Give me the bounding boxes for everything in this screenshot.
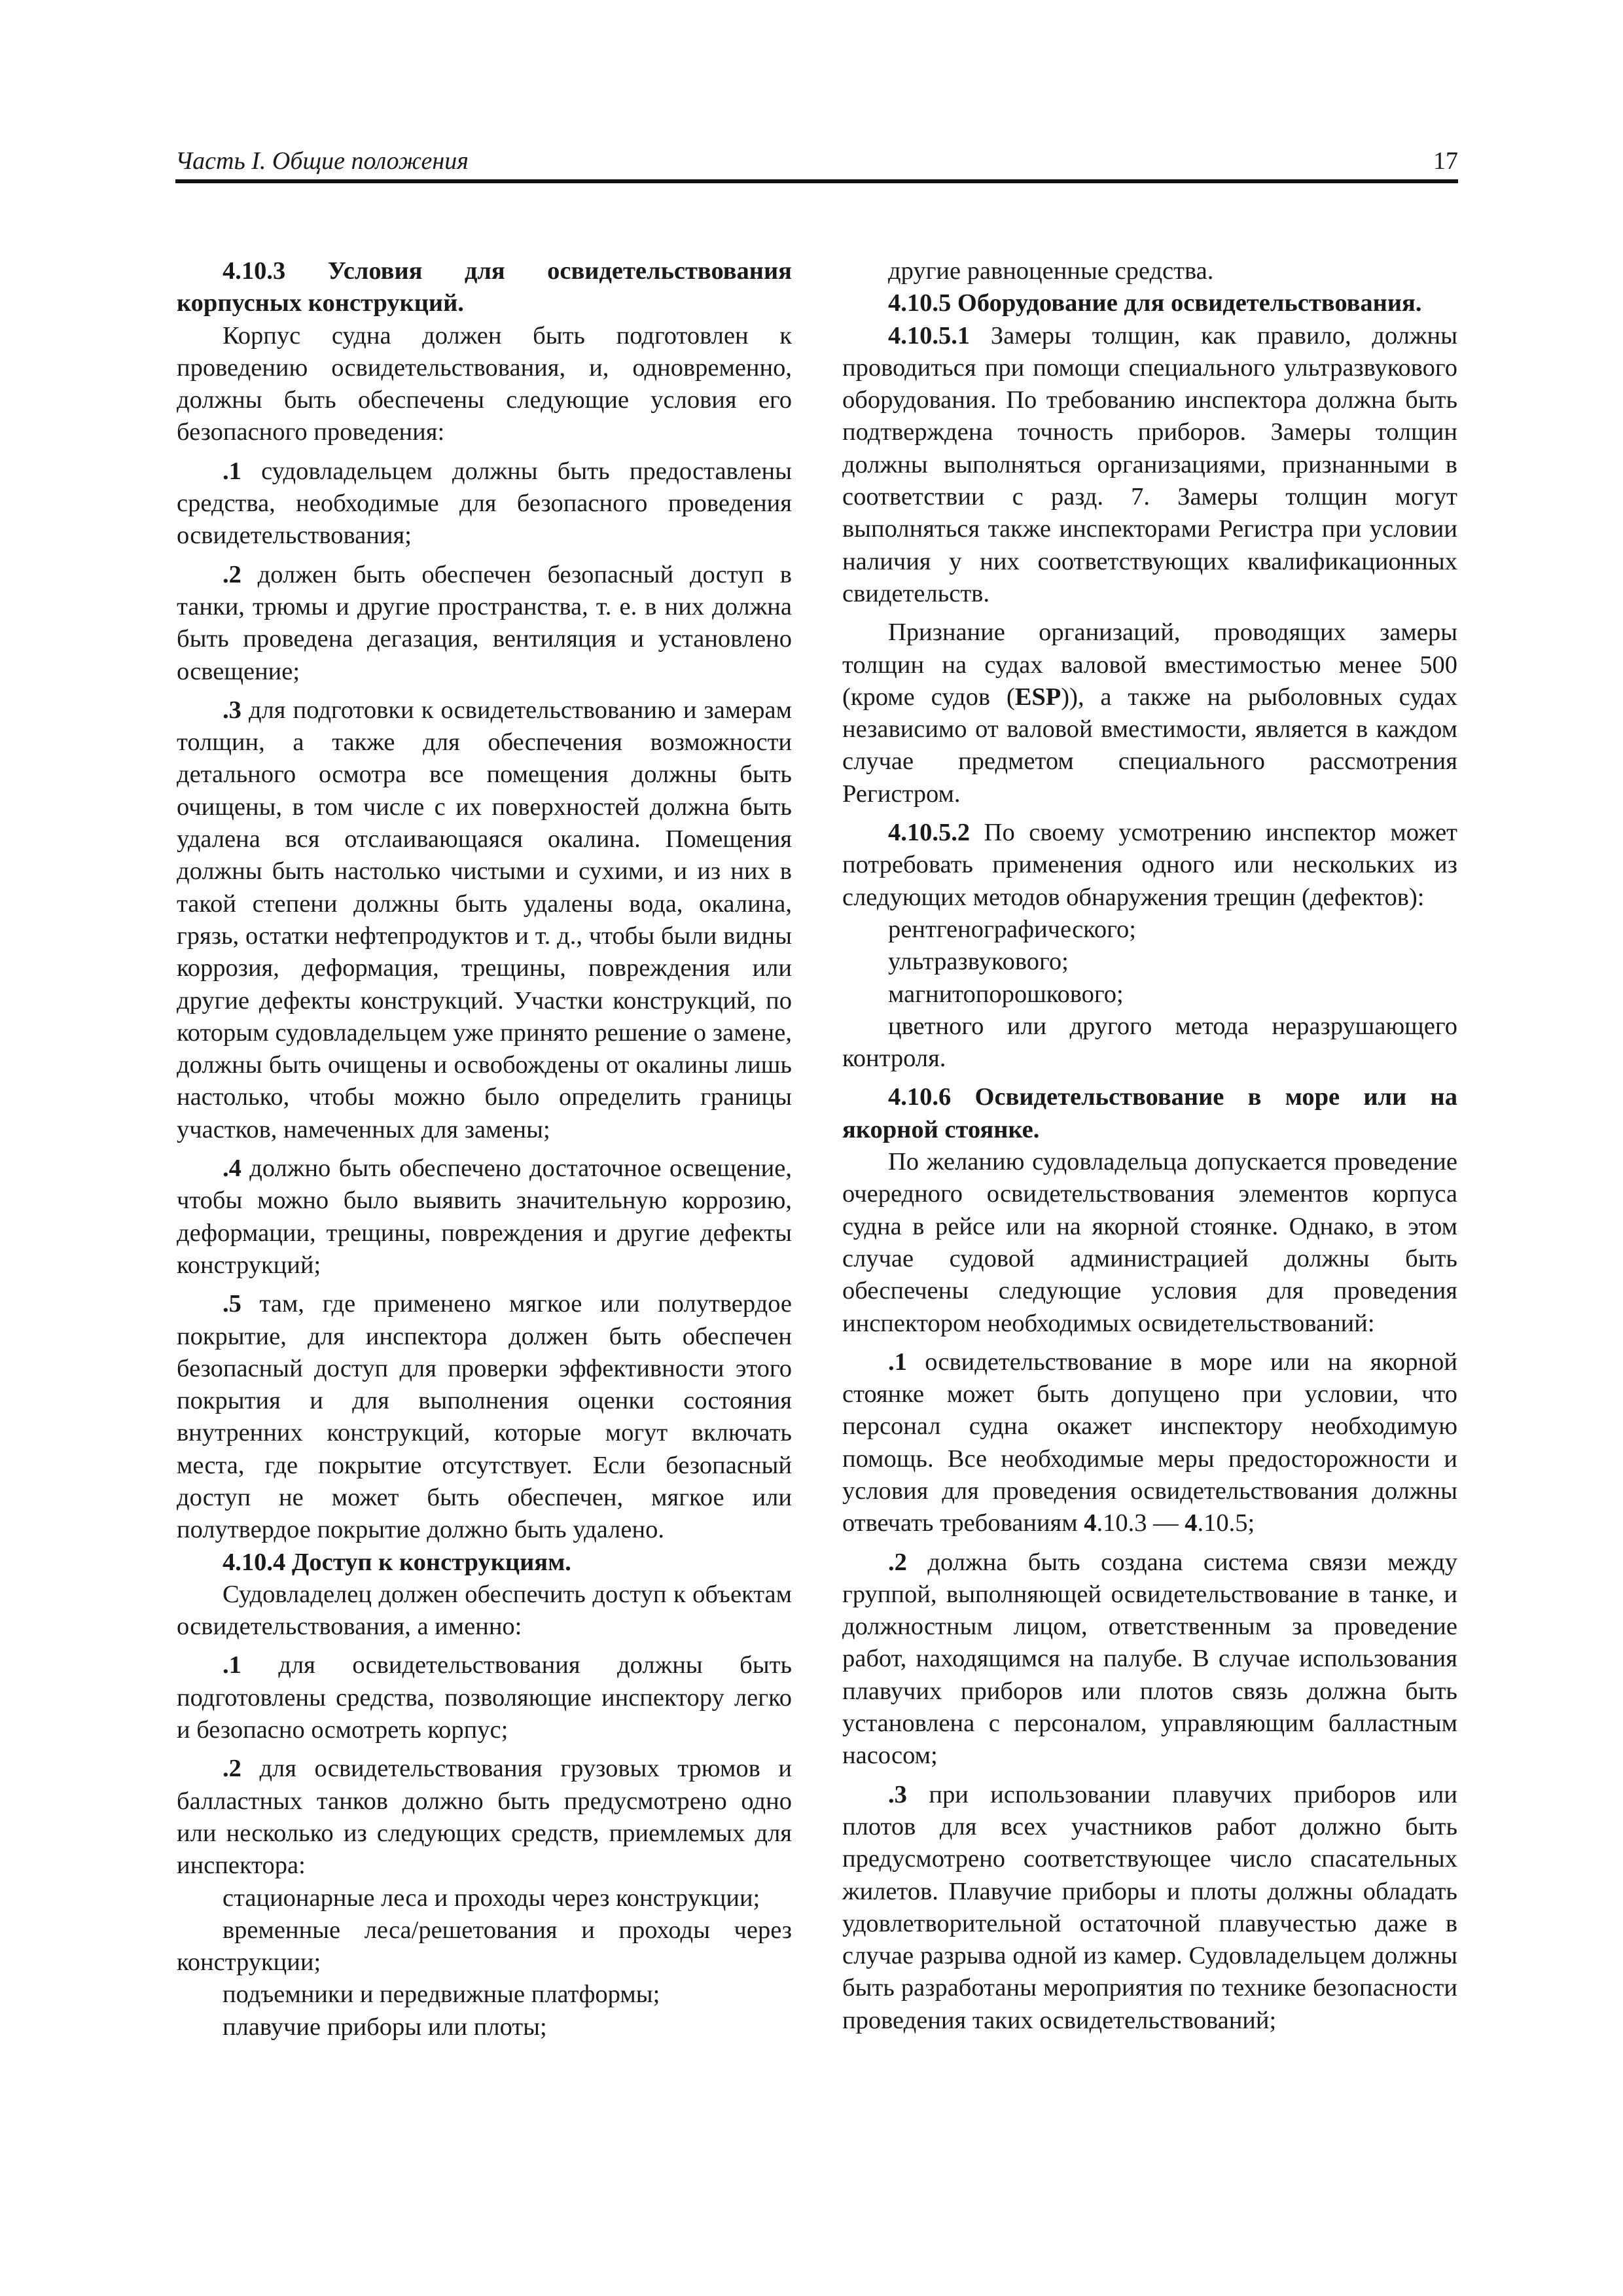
list-item: .4 должно быть обеспечено достаточное освещение, чтобы можно было выявить значительную коррозию, деформации, трещины, повреждения и другие дефекты конструкций; <box>177 1155 792 1279</box>
page-number: 17 <box>1433 147 1458 175</box>
method-item: цветного или другого метода неразрушающего контроля. <box>842 1012 1457 1073</box>
list-item: .2 для освидетельствования грузовых трюмов и балластных танков должно быть предусмотрено одно или несколько из следующих средств, приемлемых для инспектора: <box>177 1755 792 1880</box>
list-item: .3 при использовании плавучих приборов или плотов для всех участников работ должно быть предусмотрено соответствующее число спасательных жилетов. Плавучие приборы и плоты должны обладать удовлетворительной остаточной плавучестью даже в случае разрыва одной из камер. Судовладельцем должны быть разработаны мероприятия по технике безопасности проведения таких освидетельствований; <box>842 1780 1457 2034</box>
clause-4-10-5-2: 4.10.5.2 По своему усмотрению инспектор может потребовать применения одного или нескольких из следующих методов обнаружения трещин (дефектов): <box>842 819 1457 911</box>
list-item: .3 для подготовки к освидетельствованию и замерам толщин, а также для обеспечения возможности детального осмотра все помещения должны быть очищены, в том числе с их поверхностей должна быть удалена вся отслаивающаяся окалина. Помещения должны быть настолько чистыми и сухими, и из них в такой степени должны быть удалены вода, окалина, грязь, остатки нефтепродуктов и т. д., чтобы были видны коррозия, деформация, трещины, повреждения или другие дефекты конструкций. Участки конструкций, по которым судовладельцем уже принято решение о замене, должны быть очищены и освобождены от окалины лишь настолько, чтобы можно было определить границы участков, намеченных для замены; <box>177 696 792 1143</box>
method-item: магнитопорошкового; <box>888 980 1124 1008</box>
list-item: .2 должен быть обеспечен безопасный доступ в танки, трюмы и другие пространства, т. е. в них должна быть проведена дегазация, вентиляция и установлено освещение; <box>177 560 792 685</box>
means-item: временные леса/решетования и проходы через конструкции; <box>177 1916 792 1977</box>
clause-4-10-5-1: 4.10.5.1 Замеры толщин, как правило, должны проводиться при помощи специального ультразвукового оборудования. По требованию инспектора должна быть подтверждена точность приборов. Замеры толщин должны выполняться организациями, признанными в соответствии с разд. 7. Замеры толщин могут выполняться также инспекторами Регистра при условии наличия у них соответствующих квалификационных свидетельств. <box>842 321 1457 607</box>
list-item: .5 там, где применено мягкое или полутвердое покрытие, для инспектора должен быть обеспечен безопасный доступ для проверки эффективности этого покрытия и для выполнения оценки состояния внутренних конструкций, которые могут включать места, где покрытие отсутствует. Если безопасный доступ не может быть обеспечен, мягкое или полутвердое покрытие должно быть удалено. <box>177 1290 792 1544</box>
means-item: другие равноценные средства. <box>888 257 1214 285</box>
means-item: подъемники и передвижные платформы; <box>223 1981 660 2009</box>
paragraph: Судовладелец должен обеспечить доступ к объектам освидетельствования, а именно: <box>177 1580 792 1641</box>
heading-4-10-3: 4.10.3 Условия для освидетельствования корпусных конструкций. <box>177 257 792 317</box>
heading-4-10-5: 4.10.5 Оборудование для освидетельствования. <box>888 289 1422 317</box>
method-item: рентгенографического; <box>888 915 1136 943</box>
heading-4-10-6: 4.10.6 Освидетельствование в море или на якорной стоянке. <box>842 1083 1457 1143</box>
list-item: .1 судовладельцем должны быть предоставлены средства, необходимые для безопасного проведения освидетельствования; <box>177 457 792 550</box>
means-item: плавучие приборы или плоты; <box>223 2013 547 2041</box>
method-item: ультразвукового; <box>888 948 1069 976</box>
list-item: .1 освидетельствование в море или на якорной стоянке может быть допущено при условии, что персонал судна окажет инспектору необходимую помощь. Все необходимые меры предосторожности и условия для проведения освидетельствования должны отвечать требованиям 4.10.3 — 4.10.5; <box>842 1348 1457 1537</box>
list-item: .2 должна быть создана система связи между группой, выполняющей освидетельствование в танке, и должностным лицом, ответственным за проведение работ, находящимся на палубе. В случае использования плавучих приборов или плотов связь должна быть установлена с персоналом, управляющим балластным насосом; <box>842 1548 1457 1770</box>
means-item: стационарные леса и проходы через конструкции; <box>223 1884 760 1912</box>
running-header <box>175 143 1458 183</box>
list-item: .1 для освидетельствования должны быть подготовлены средства, позволяющие инспектору легко и безопасно осмотреть корпус; <box>177 1651 792 1744</box>
right-column <box>842 255 1457 2037</box>
header-title: Часть I. Общие положения <box>175 147 469 175</box>
paragraph: Корпус судна должен быть подготовлен к проведению освидетельствования, и, одновременно, должны быть обеспечены следующие условия его безопасного проведения: <box>177 321 792 446</box>
paragraph: По желанию судовладельца допускается проведение очередного освидетельствования элементов корпуса судна в рейсе или на якорной стоянке. Однако, в этом случае судовой администрацией должны быть обеспечены следующие условия для проведения инспектором необходимых освидетельствований: <box>842 1148 1457 1337</box>
left-column <box>177 255 792 2043</box>
paragraph: Признание организаций, проводящих замеры толщин на судах валовой вместимостью менее 500 (кроме судов (ESP)), а также на рыболовных судах независимо от валовой вместимости, является в каждом случае предметом специального рассмотрения Регистром. <box>842 619 1457 808</box>
heading-4-10-4: 4.10.4 Доступ к конструкциям. <box>223 1548 571 1576</box>
